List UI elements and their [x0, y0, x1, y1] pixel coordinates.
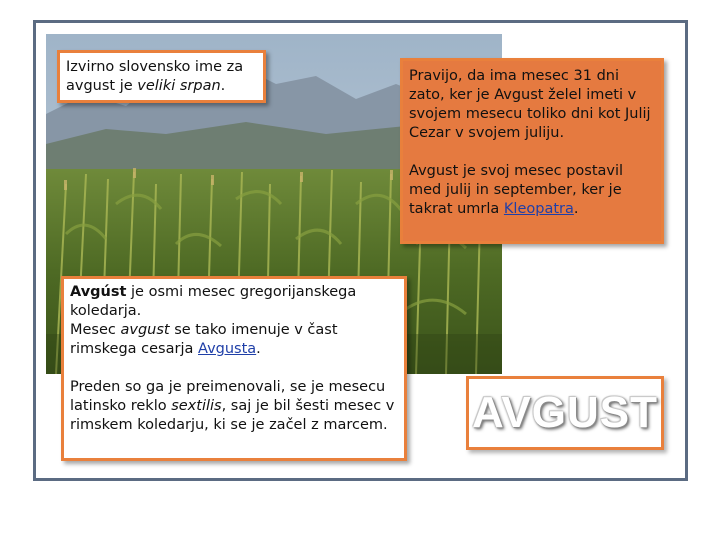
veliki-srpan-term: veliki srpan [137, 78, 221, 94]
title-word: AVGUST [471, 388, 659, 437]
days-paragraph: Pravijo, da ima mesec 31 dni zato, ker je Avgust želel imeti v svojem mesecu toliko dni kot Julij Cezar v svojem juliju. [409, 68, 651, 141]
original-name-text: Izvirno slovensko ime za avgust je veliki srpan. [66, 59, 244, 94]
callout-definition [61, 276, 407, 461]
definition-paragraph: Avgúst je osmi mesec gregorijanskega koledarja. [70, 284, 357, 319]
avgust-term: Avgúst [70, 284, 127, 300]
naming-paragraph: Mesec avgust se tako imenuje v čast rimskega cesarja Avgusta. [70, 322, 338, 357]
kleopatra-link[interactable]: Kleopatra [503, 201, 574, 217]
title-word-box [466, 376, 664, 450]
callout-31-days [400, 58, 664, 244]
callout-original-name [57, 50, 266, 103]
avgusta-link[interactable]: Avgusta [198, 341, 257, 357]
sextilis-paragraph: Preden so ga je preimenovali, se je mesecu latinsko reklo sextilis, saj je bil šesti mesec v rimskem koledarju, ki se je začel z marcem. [70, 379, 395, 433]
sextilis-term: sextilis [171, 398, 222, 414]
placement-paragraph: Avgust je svoj mesec postavil med julij in september, ker je takrat umrla Kleopatra. [409, 163, 624, 217]
